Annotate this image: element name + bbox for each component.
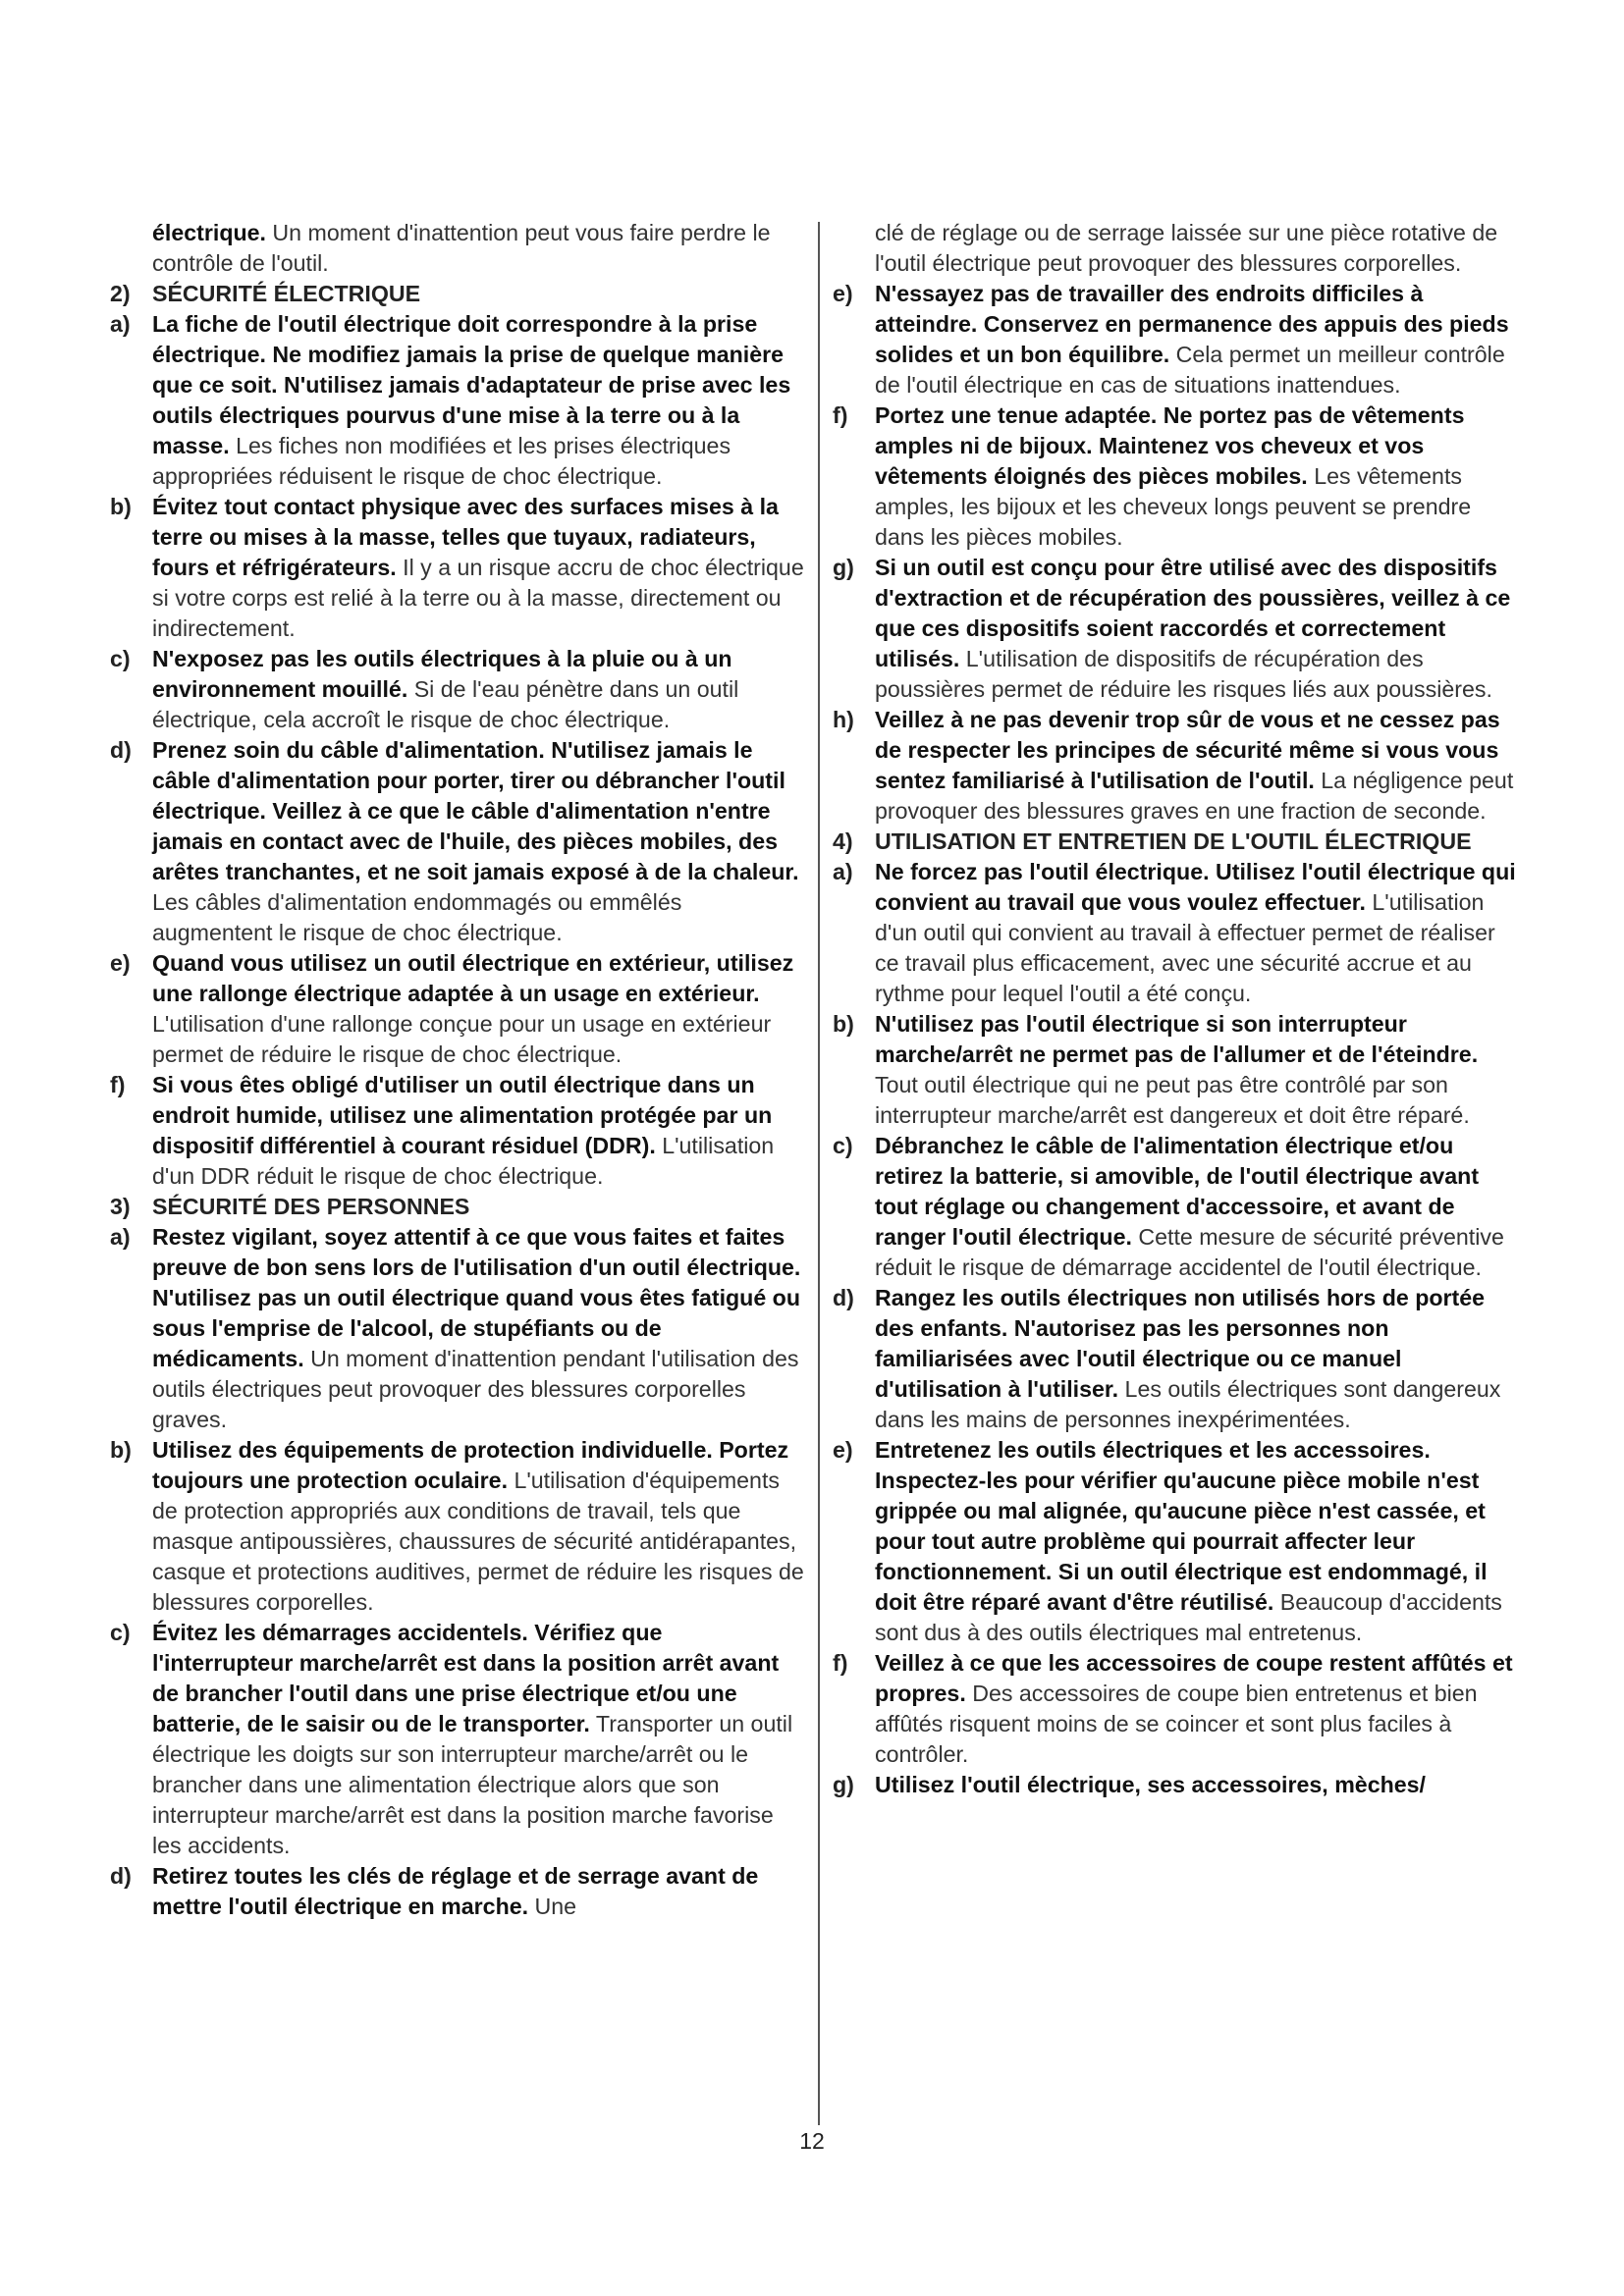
continuation-paragraph: électrique. Un moment d'inattention peut vous faire perdre le contrôle de l'outil.	[152, 220, 771, 276]
continuation-paragraph: clé de réglage ou de serrage laissée sur une pièce rotative de l'outil électrique peut provoquer des blessures corporelles.	[875, 220, 1498, 276]
page-number: 12	[799, 2128, 825, 2154]
list-item: b) Évitez tout contact physique avec des surfaces mises à la terre ou mises à la masse, telles que tuyaux, radiateurs, fours et réfrigérateurs. Il y a un risque accru de choc électrique si votre corps est relié à la terre ou à la masse, directement ou indirectement.	[110, 494, 804, 641]
section-heading-tool-use-care: 4) UTILISATION ET ENTRETIEN DE L'OUTIL ÉLECTRIQUE	[833, 828, 1472, 854]
list-item: a) La fiche de l'outil électrique doit correspondre à la prise électrique. Ne modifiez jamais la prise de quelque manière que ce soit. N'utilisez jamais d'adaptateur de prise avec les outils électriques pourvus d'une mise à la terre ou à la masse. Les fiches non modifiées et les prises électriques appropriées réduisent le risque de choc électrique.	[110, 311, 791, 489]
list-item: f) Veillez à ce que les accessoires de coupe restent affûtés et propres. Des accessoires de coupe bien entretenus et bien affûtés risquent moins de se coincer et sont plus faciles à contrôler.	[833, 1650, 1513, 1767]
list-item: e) N'essayez pas de travailler des endroits difficiles à atteindre. Conservez en permanence des appuis des pieds solides et un bon équilibre. Cela permet un meilleur contrôle de l'outil électrique en cas de situations inattendues.	[833, 281, 1509, 398]
list-item: d) Retirez toutes les clés de réglage et de serrage avant de mettre l'outil électrique en marche. Une	[110, 1863, 759, 1919]
left-column	[110, 218, 807, 1922]
list-item: b) Utilisez des équipements de protection individuelle. Portez toujours une protection oculaire. L'utilisation d'équipements de protection appropriés aux conditions de travail, tels que masque antipoussières, chaussures de sécurité antidérapantes, casque et protections auditives, permet de réduire les risques de blessures corporelles.	[110, 1437, 804, 1615]
list-item: g) Utilisez l'outil électrique, ses accessoires, mèches/	[833, 1772, 1426, 1797]
list-item: f) Portez une tenue adaptée. Ne portez pas de vêtements amples ni de bijoux. Maintenez vos cheveux et vos vêtements éloignés des pièces mobiles. Les vêtements amples, les bijoux et les cheveux longs peuvent se prendre dans les pièces mobiles.	[833, 402, 1472, 550]
list-item: f) Si vous êtes obligé d'utiliser un outil électrique dans un endroit humide, utilisez une alimentation protégée par un dispositif différentiel à courant résiduel (DDR). L'utilisation d'un DDR réduit le risque de choc électrique.	[110, 1072, 775, 1189]
list-item: h) Veillez à ne pas devenir trop sûr de vous et ne cessez pas de respecter les principes de sécurité même si vous vous sentez familiarisé à l'utilisation de l'outil. La négligence peut provoquer des blessures graves en une fraction de seconde.	[833, 707, 1514, 824]
list-item: c) Débranchez le câble de l'alimentation électrique et/ou retirez la batterie, si amovible, de l'outil électrique avant tout réglage ou changement d'accessoire, et avant de ranger l'outil électrique. Cette mesure de sécurité préventive réduit le risque de démarrage accidentel de l'outil électrique.	[833, 1133, 1504, 1280]
section-heading-personal-safety: 3) SÉCURITÉ DES PERSONNES	[110, 1194, 470, 1219]
list-item: b) N'utilisez pas l'outil électrique si son interrupteur marche/arrêt ne permet pas de l'allumer et de l'éteindre. Tout outil électrique qui ne peut pas être contrôlé par son interrupteur marche/arrêt est dangereux et doit être réparé.	[833, 1011, 1479, 1128]
list-item: d) Rangez les outils électriques non utilisés hors de portée des enfants. N'autorisez pas les personnes non familiarisées avec l'outil électrique ou ce manuel d'utilisation à l'utiliser. Les outils électriques sont dangereux dans les mains de personnes inexpérimentées.	[833, 1285, 1501, 1432]
list-item: d) Prenez soin du câble d'alimentation. N'utilisez jamais le câble d'alimentation pour porter, tirer ou débrancher l'outil électrique. Veillez à ce que le câble d'alimentation n'entre jamais en contact avec de l'huile, des pièces mobiles, des arêtes tranchantes, et ne soit jamais exposé à de la chaleur. Les câbles d'alimentation endommagés ou emmêlés augmentent le risque de choc électrique.	[110, 737, 799, 945]
list-item: e) Entretenez les outils électriques et les accessoires. Inspectez-les pour vérifier qu'aucune pièce mobile n'est grippée ou mal alignée, qu'aucune pièce n'est cassée, et pour tout autre problème qui pourrait affecter leur fonctionnement. Si un outil électrique est endommagé, il doit être réparé avant d'être réutilisé. Beaucoup d'accidents sont dus à des outils électriques mal entretenus.	[833, 1437, 1502, 1645]
list-item: g) Si un outil est conçu pour être utilisé avec des dispositifs d'extraction et de récupération des poussières, veillez à ce que ces dispositifs soient raccordés et correctement utilisés. L'utilisation de dispositifs de récupération des poussières permet de réduire les risques liés aux poussières.	[833, 555, 1511, 702]
section-heading-electrical-safety: 2) SÉCURITÉ ÉLECTRIQUE	[110, 281, 421, 306]
column-divider	[818, 222, 820, 2125]
list-item: e) Quand vous utilisez un outil électrique en extérieur, utilisez une rallonge électrique adaptée à un usage en extérieur. L'utilisation d'une rallonge conçue pour un usage en extérieur permet de réduire le risque de choc électrique.	[110, 950, 794, 1067]
list-item: c) N'exposez pas les outils électriques à la pluie ou à un environnement mouillé. Si de l'eau pénètre dans un outil électrique, cela accroît le risque de choc électrique.	[110, 646, 739, 732]
list-item: c) Évitez les démarrages accidentels. Vérifiez que l'interrupteur marche/arrêt est dans la position arrêt avant de brancher l'outil dans une prise électrique et/ou une batterie, de le saisir ou de le transporter. Transporter un outil électrique les doigts sur son interrupteur marche/arrêt ou le brancher dans une alimentation électrique alors que son interrupteur marche/arrêt est dans la position marche favorise les accidents.	[110, 1620, 793, 1858]
list-item: a) Restez vigilant, soyez attentif à ce que vous faites et faites preuve de bon sens lors de l'utilisation d'un outil électrique. N'utilisez pas un outil électrique quand vous êtes fatigué ou sous l'emprise de l'alcool, de stupéfiants ou de médicaments. Un moment d'inattention pendant l'utilisation des outils électriques peut provoquer des blessures corporelles graves.	[110, 1224, 801, 1432]
right-column	[833, 218, 1520, 1800]
list-item: a) Ne forcez pas l'outil électrique. Utilisez l'outil électrique qui convient au travail que vous voulez effectuer. L'utilisation d'un outil qui convient au travail à effectuer permet de réaliser ce travail plus efficacement, avec une sécurité accrue et au rythme pour lequel l'outil a été conçu.	[833, 859, 1516, 1006]
